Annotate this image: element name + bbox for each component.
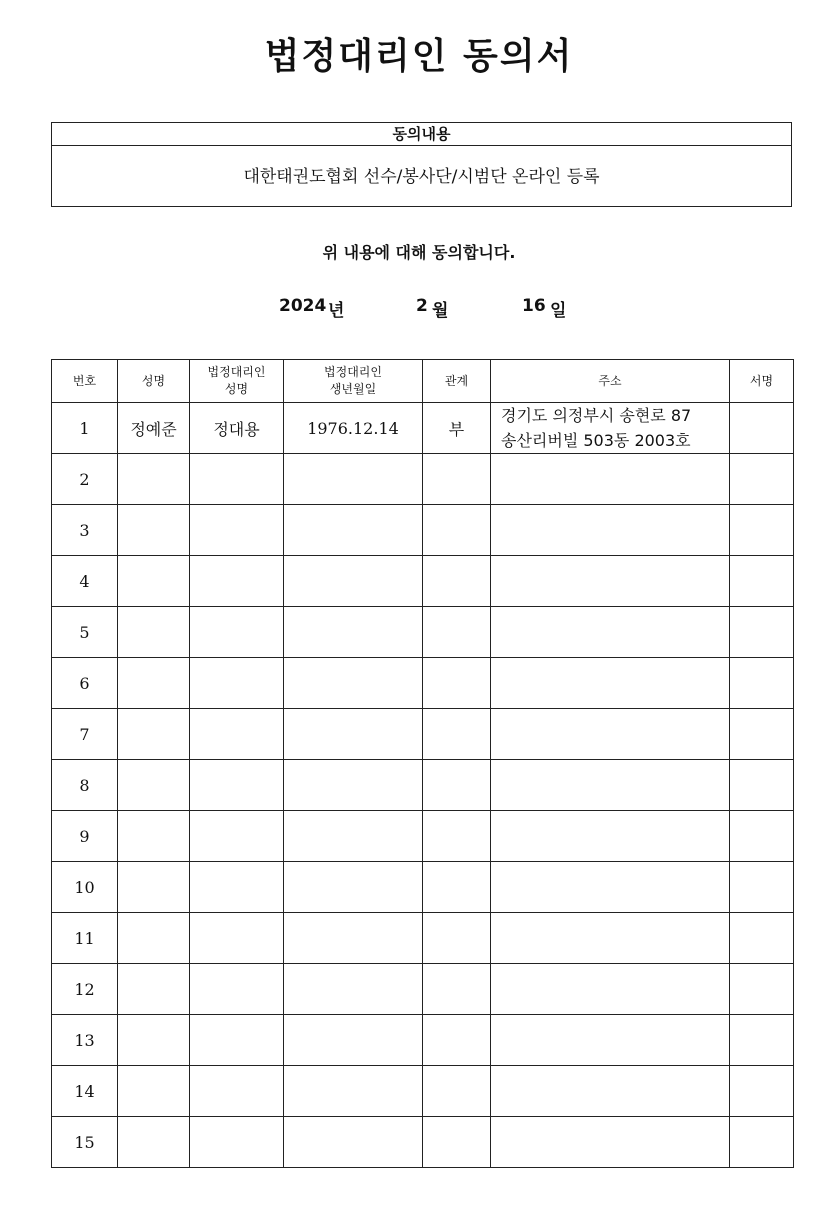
table-row [52,505,794,556]
table-row [52,658,794,709]
row-name [118,607,190,658]
row-guardian-name [190,1117,284,1168]
table-row [52,1015,794,1066]
row-guardian-name [190,607,284,658]
row-relation [423,1015,491,1066]
table-row [52,811,794,862]
row-relation [423,556,491,607]
consent-content: 대한태권도협회 선수/봉사단/시범단 온라인 등록 [243,167,600,187]
row-guardian-name [190,964,284,1015]
table-row [52,454,794,505]
row-relation [423,505,491,556]
row-signature [730,709,794,760]
row-guardian-birth [284,607,423,658]
row-signature [730,964,794,1015]
row-signature [730,760,794,811]
row-guardian-birth [284,1117,423,1168]
row-signature [730,403,794,454]
date-year-unit: 년 [328,301,345,321]
row-no: 5 [52,607,118,658]
row-guardian-birth [284,1015,423,1066]
row-guardian-name [190,709,284,760]
row-guardian-name [190,1015,284,1066]
date-day-unit: 일 [550,301,567,321]
row-guardian-name [190,505,284,556]
row-guardian-name: 정대용 [190,403,284,454]
row-name [118,964,190,1015]
row-relation [423,760,491,811]
header-guardian-birth-line2: 생년월일 [329,382,377,396]
row-relation [423,658,491,709]
row-guardian-name [190,556,284,607]
row-guardian-name [190,811,284,862]
header-signature: 서명 [730,360,794,403]
row-address [491,403,730,454]
row-no: 7 [52,709,118,760]
agreement-statement: 위 내용에 대해 동의합니다. [322,243,516,262]
row-name [118,760,190,811]
row-guardian-name [190,1066,284,1117]
row-no: 15 [52,1117,118,1168]
row-signature [730,1015,794,1066]
row-address [491,862,730,913]
row-address [491,811,730,862]
row-address [491,1066,730,1117]
table-row [52,760,794,811]
row-name [118,454,190,505]
row-guardian-name [190,862,284,913]
row-guardian-birth [284,811,423,862]
row-guardian-name [190,454,284,505]
row-guardian-birth [284,556,423,607]
row-no: 12 [52,964,118,1015]
table-row [52,862,794,913]
row-guardian-birth [284,658,423,709]
header-guardian-name [190,360,284,403]
consent-heading: 동의내용 [52,123,791,146]
table-row [52,913,794,964]
row-address [491,556,730,607]
row-no: 4 [52,556,118,607]
row-no: 10 [52,862,118,913]
row-signature [730,862,794,913]
table-header-row [52,360,794,403]
header-address: 주소 [491,360,730,403]
row-guardian-name [190,913,284,964]
row-signature [730,556,794,607]
row-guardian-name [190,760,284,811]
table-row [52,709,794,760]
row-name: 정예준 [118,403,190,454]
row-address [491,760,730,811]
table-row [52,1066,794,1117]
header-guardian-name-line2: 성명 [224,382,249,396]
row-relation [423,1117,491,1168]
row-name [118,913,190,964]
row-guardian-birth [284,709,423,760]
header-relation: 관계 [423,360,491,403]
row-address [491,709,730,760]
row-address [491,505,730,556]
row-guardian-birth [284,913,423,964]
row-no: 11 [52,913,118,964]
row-relation [423,1066,491,1117]
row-relation [423,709,491,760]
row-no: 14 [52,1066,118,1117]
row-relation [423,862,491,913]
row-signature [730,505,794,556]
row-signature [730,454,794,505]
date-year: 2024 [279,296,327,316]
row-name [118,811,190,862]
row-name [118,862,190,913]
row-address [491,913,730,964]
row-address-line1: 경기도 의정부시 송현로 87 [501,406,692,425]
table-row [52,403,794,454]
row-signature [730,913,794,964]
row-no: 13 [52,1015,118,1066]
row-no: 9 [52,811,118,862]
row-relation [423,964,491,1015]
row-no: 3 [52,505,118,556]
row-address [491,607,730,658]
row-name [118,1015,190,1066]
date-month-unit: 월 [432,301,449,321]
row-relation: 부 [423,403,491,454]
document-title: 법정대리인 동의서 [264,36,574,77]
row-name [118,505,190,556]
row-relation [423,811,491,862]
table-row [52,556,794,607]
row-guardian-birth [284,454,423,505]
row-relation [423,913,491,964]
row-relation [423,607,491,658]
row-address [491,1117,730,1168]
consent-box [51,122,792,207]
row-guardian-birth [284,964,423,1015]
row-no: 6 [52,658,118,709]
row-guardian-birth [284,1066,423,1117]
header-no: 번호 [52,360,118,403]
header-guardian-name-line1: 법정대리인 [207,365,266,379]
row-signature [730,658,794,709]
row-guardian-birth [284,505,423,556]
row-guardian-birth [284,862,423,913]
header-guardian-birth-line1: 법정대리인 [324,365,382,379]
table-row [52,607,794,658]
row-signature [730,607,794,658]
table-row [52,964,794,1015]
row-name [118,1066,190,1117]
row-name [118,1117,190,1168]
table-row [52,1117,794,1168]
row-signature [730,1117,794,1168]
row-name [118,709,190,760]
row-signature [730,811,794,862]
row-address [491,658,730,709]
date-day: 16 [522,296,546,316]
date-month: 2 [416,296,428,316]
row-name [118,658,190,709]
row-no: 2 [52,454,118,505]
row-name [118,556,190,607]
header-name: 성명 [118,360,190,403]
row-address-line2: 송산리버빌 503동 2003호 [501,431,691,450]
row-guardian-birth: 1976.12.14 [284,403,423,454]
row-signature [730,1066,794,1117]
row-address [491,1015,730,1066]
header-guardian-birth [284,360,423,403]
row-no: 1 [52,403,118,454]
row-no: 8 [52,760,118,811]
row-guardian-birth [284,760,423,811]
row-guardian-name [190,658,284,709]
row-address [491,964,730,1015]
row-address [491,454,730,505]
row-relation [423,454,491,505]
guardian-table [51,359,794,1168]
